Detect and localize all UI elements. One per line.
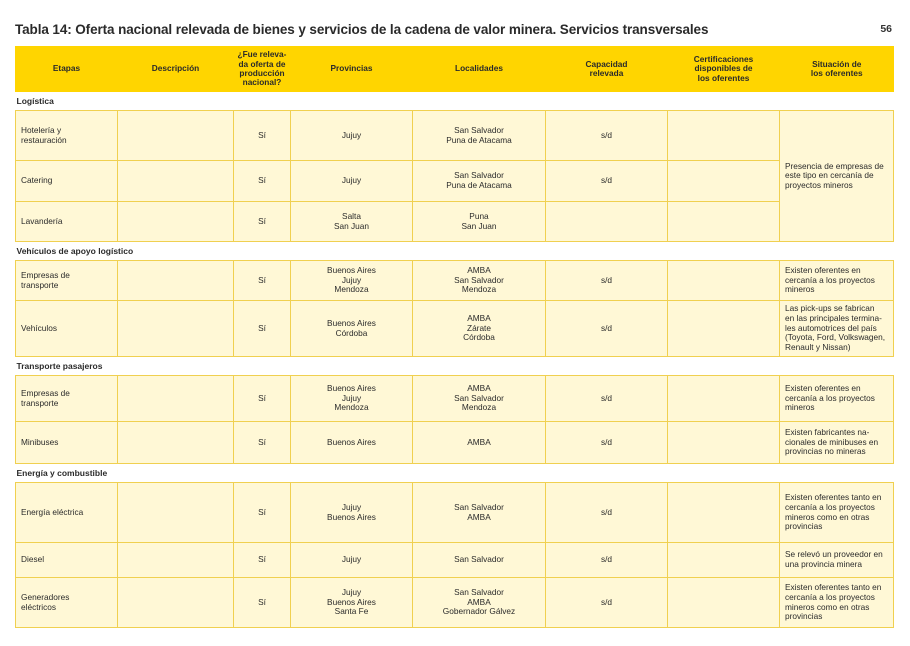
cell-situacion: Existen oferentes tanto en cercanía a los proyectos mineros como en otras provincias [780, 483, 894, 543]
cell-etapa: Catering [16, 161, 118, 202]
cell-certificaciones [668, 578, 780, 628]
cell-capacidad: s/d [546, 301, 668, 357]
cell-situacion: Se relevó un proveedor en una provincia minera [780, 543, 894, 578]
cell-descripcion [118, 483, 234, 543]
cell-etapa: Diesel [16, 543, 118, 578]
cell-descripcion [118, 376, 234, 422]
cell-oferta: Sí [234, 261, 291, 301]
cell-capacidad: s/d [546, 578, 668, 628]
cell-certificaciones [668, 202, 780, 242]
section-title: Vehículos de apoyo logístico [16, 242, 894, 261]
cell-oferta: Sí [234, 376, 291, 422]
cell-etapa: Generadores eléctricos [16, 578, 118, 628]
cell-capacidad: s/d [546, 111, 668, 161]
table-row [16, 376, 894, 422]
section-title: Energía y combustible [16, 464, 894, 483]
cell-localidades: AMBA San Salvador Mendoza [413, 376, 546, 422]
page-number: 56 [880, 23, 892, 35]
header-certificaciones: Certificaciones disponibles de los oferentes [668, 46, 780, 92]
table-row [16, 578, 894, 628]
section-title: Logística [16, 92, 894, 111]
cell-oferta: Sí [234, 422, 291, 464]
cell-oferta: Sí [234, 111, 291, 161]
cell-certificaciones [668, 301, 780, 357]
cell-certificaciones [668, 111, 780, 161]
cell-descripcion [118, 161, 234, 202]
cell-situacion: Existen fabricantes na- cionales de minibuses en provincias no mineras [780, 422, 894, 464]
cell-situacion: Existen oferentes tanto en cercanía a los proyectos mineros como en otras provincias [780, 578, 894, 628]
cell-oferta: Sí [234, 543, 291, 578]
cell-provincias: Buenos Aires Jujuy Mendoza [291, 261, 413, 301]
cell-descripcion [118, 422, 234, 464]
section-row [16, 92, 894, 111]
table-row [16, 111, 894, 161]
section-row [16, 357, 894, 376]
cell-descripcion [118, 261, 234, 301]
cell-descripcion [118, 111, 234, 161]
table-row [16, 261, 894, 301]
cell-localidades: AMBA [413, 422, 546, 464]
cell-descripcion [118, 543, 234, 578]
cell-provincias: Jujuy [291, 111, 413, 161]
table-row [16, 202, 894, 242]
cell-localidades: San Salvador [413, 543, 546, 578]
cell-capacidad: s/d [546, 483, 668, 543]
cell-certificaciones [668, 483, 780, 543]
table-title: Tabla 14: Oferta nacional relevada de bienes y servicios de la cadena de valor minera. Servicios transversales [15, 22, 709, 37]
cell-oferta: Sí [234, 578, 291, 628]
cell-localidades: Puna San Juan [413, 202, 546, 242]
header-situacion: Situación de los oferentes [780, 46, 894, 92]
cell-etapa: Energía eléctrica [16, 483, 118, 543]
cell-localidades: AMBA San Salvador Mendoza [413, 261, 546, 301]
header-provincias: Provincias [291, 46, 413, 92]
table-body [16, 92, 894, 628]
table-row [16, 543, 894, 578]
cell-provincias: Buenos Aires Jujuy Mendoza [291, 376, 413, 422]
header-capacidad: Capacidad relevada [546, 46, 668, 92]
cell-etapa: Empresas de transporte [16, 261, 118, 301]
cell-etapa: Vehículos [16, 301, 118, 357]
cell-provincias: Jujuy [291, 161, 413, 202]
table-row [16, 161, 894, 202]
cell-situacion: Existen oferentes en cercanía a los proyectos mineros [780, 261, 894, 301]
cell-capacidad: s/d [546, 422, 668, 464]
cell-certificaciones [668, 376, 780, 422]
cell-provincias: Buenos Aires [291, 422, 413, 464]
table-row [16, 422, 894, 464]
cell-certificaciones [668, 161, 780, 202]
cell-situacion: Presencia de empresas de este tipo en cercanía de proyectos mineros [780, 111, 894, 242]
cell-provincias: Jujuy Buenos Aires Santa Fe [291, 578, 413, 628]
cell-localidades: San Salvador Puna de Atacama [413, 111, 546, 161]
cell-etapa: Lavandería [16, 202, 118, 242]
cell-provincias: Salta San Juan [291, 202, 413, 242]
cell-provincias: Buenos Aires Córdoba [291, 301, 413, 357]
cell-capacidad: s/d [546, 261, 668, 301]
header-etapas: Etapas [16, 46, 118, 92]
cell-oferta: Sí [234, 161, 291, 202]
cell-situacion: Existen oferentes en cercanía a los proyectos mineros [780, 376, 894, 422]
section-title: Transporte pasajeros [16, 357, 894, 376]
header-oferta: ¿Fue releva- da oferta de producción nacional? [234, 46, 291, 92]
cell-capacidad [546, 202, 668, 242]
cell-etapa: Empresas de transporte [16, 376, 118, 422]
cell-oferta: Sí [234, 301, 291, 357]
cell-etapa: Hotelería y restauración [16, 111, 118, 161]
cell-oferta: Sí [234, 202, 291, 242]
cell-oferta: Sí [234, 483, 291, 543]
cell-certificaciones [668, 261, 780, 301]
cell-descripcion [118, 301, 234, 357]
cell-localidades: San Salvador Puna de Atacama [413, 161, 546, 202]
header-descripcion: Descripción [118, 46, 234, 92]
cell-descripcion [118, 202, 234, 242]
table-row [16, 483, 894, 543]
cell-capacidad: s/d [546, 376, 668, 422]
table-header [16, 46, 894, 92]
cell-localidades: AMBA Zárate Córdoba [413, 301, 546, 357]
cell-provincias: Jujuy [291, 543, 413, 578]
cell-certificaciones [668, 422, 780, 464]
supply-table [15, 46, 894, 628]
cell-capacidad: s/d [546, 161, 668, 202]
cell-etapa: Minibuses [16, 422, 118, 464]
cell-localidades: San Salvador AMBA [413, 483, 546, 543]
cell-situacion: Las pick-ups se fabrican en las principales termina- les automotrices del país (Toyota, Ford, Volkswagen, Renault y Nissan) [780, 301, 894, 357]
table-row [16, 301, 894, 357]
section-row [16, 242, 894, 261]
header-localidades: Localidades [413, 46, 546, 92]
cell-descripcion [118, 578, 234, 628]
cell-capacidad: s/d [546, 543, 668, 578]
cell-certificaciones [668, 543, 780, 578]
section-row [16, 464, 894, 483]
cell-provincias: Jujuy Buenos Aires [291, 483, 413, 543]
cell-localidades: San Salvador AMBA Gobernador Gálvez [413, 578, 546, 628]
